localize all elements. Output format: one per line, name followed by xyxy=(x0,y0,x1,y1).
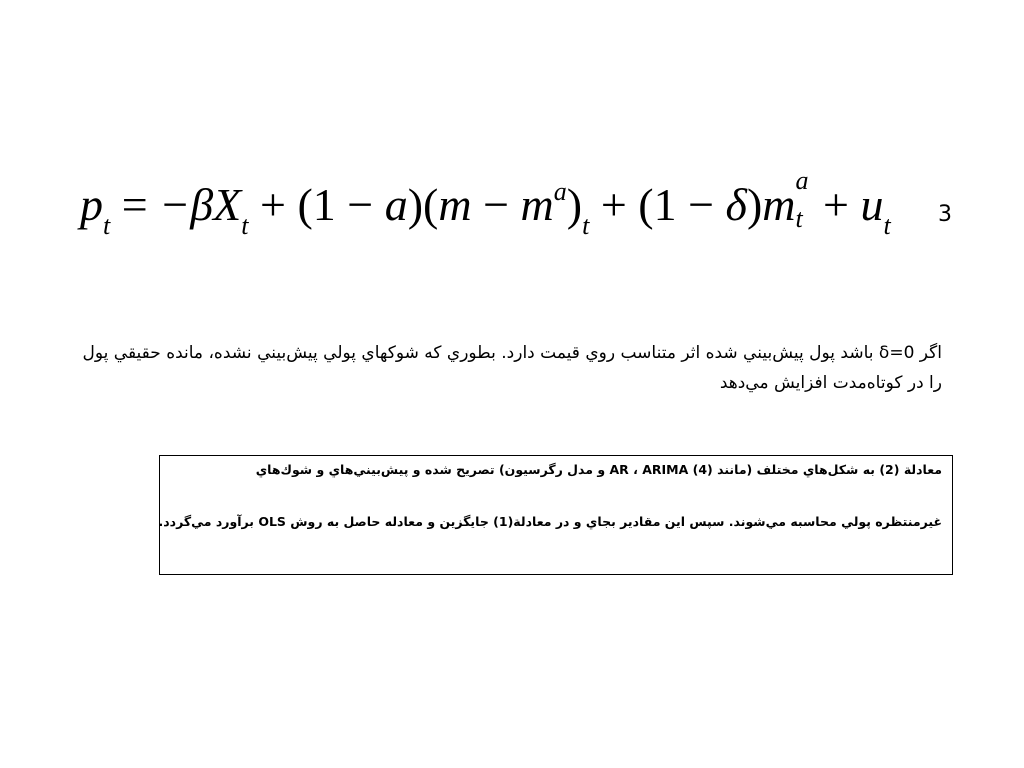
eq-equals: = xyxy=(121,179,148,230)
eq-plus: + xyxy=(600,179,627,230)
eq-sup-a: a xyxy=(795,166,809,195)
eq-plus: + xyxy=(823,179,849,230)
eq-x: X xyxy=(213,179,242,230)
eq-paren-close: ) xyxy=(566,179,583,230)
eq-delta: δ xyxy=(725,179,747,230)
eq-supsub xyxy=(795,166,812,240)
eq-u: u xyxy=(860,179,884,230)
eq-minus: − xyxy=(471,179,521,230)
eq-sub-t: t xyxy=(103,211,111,240)
eq-one-minus: (1 − xyxy=(297,179,385,230)
eq-sub-t: t xyxy=(883,211,891,240)
eq-plus: + xyxy=(259,179,286,230)
note-box xyxy=(159,455,953,575)
eq-sub-t: t xyxy=(241,211,249,240)
eq-sub-t: t xyxy=(582,211,590,240)
equation xyxy=(80,166,891,240)
eq-paren-close: ) xyxy=(746,179,763,230)
body-paragraph: اگر δ=0 باشد پول پيش‌بيني شده اثر متناسب روي قيمت دارد. بطوري كه شوكهاي پولي پيش‌بيني نشده، مانده حقيقي پول را در كوتاه‌مدت افزايش مي‌دهد xyxy=(82,343,942,393)
eq-minus-beta: −β xyxy=(159,179,214,230)
eq-sub-t: t xyxy=(795,204,803,233)
equation-number: 3 xyxy=(938,202,952,227)
note-line-2: غيرمنتظره پولي محاسبه مي‌شوند. سپس اين مقادير بجاي و در معادلة(1) جايگزين و معادله حاصل به روش OLS برآورد مي‌گردد. xyxy=(158,514,942,529)
eq-sup-a: a xyxy=(553,177,567,206)
eq-a: a xyxy=(384,179,408,230)
eq-m: m xyxy=(438,179,472,230)
note-line-1: معادلة (2) به شكل‌هاي مختلف (مانند (4) AR ، ARIMA و مدل رگرسيون) تصريح شده و پيش‌بيني‌هاي و شوك‌هاي xyxy=(255,462,942,477)
eq-paren: )( xyxy=(407,179,439,230)
eq-m-a: m xyxy=(520,179,554,230)
eq-p: p xyxy=(80,179,103,230)
eq-one-minus-delta: (1 − xyxy=(638,179,726,230)
eq-m2: m xyxy=(762,179,796,230)
